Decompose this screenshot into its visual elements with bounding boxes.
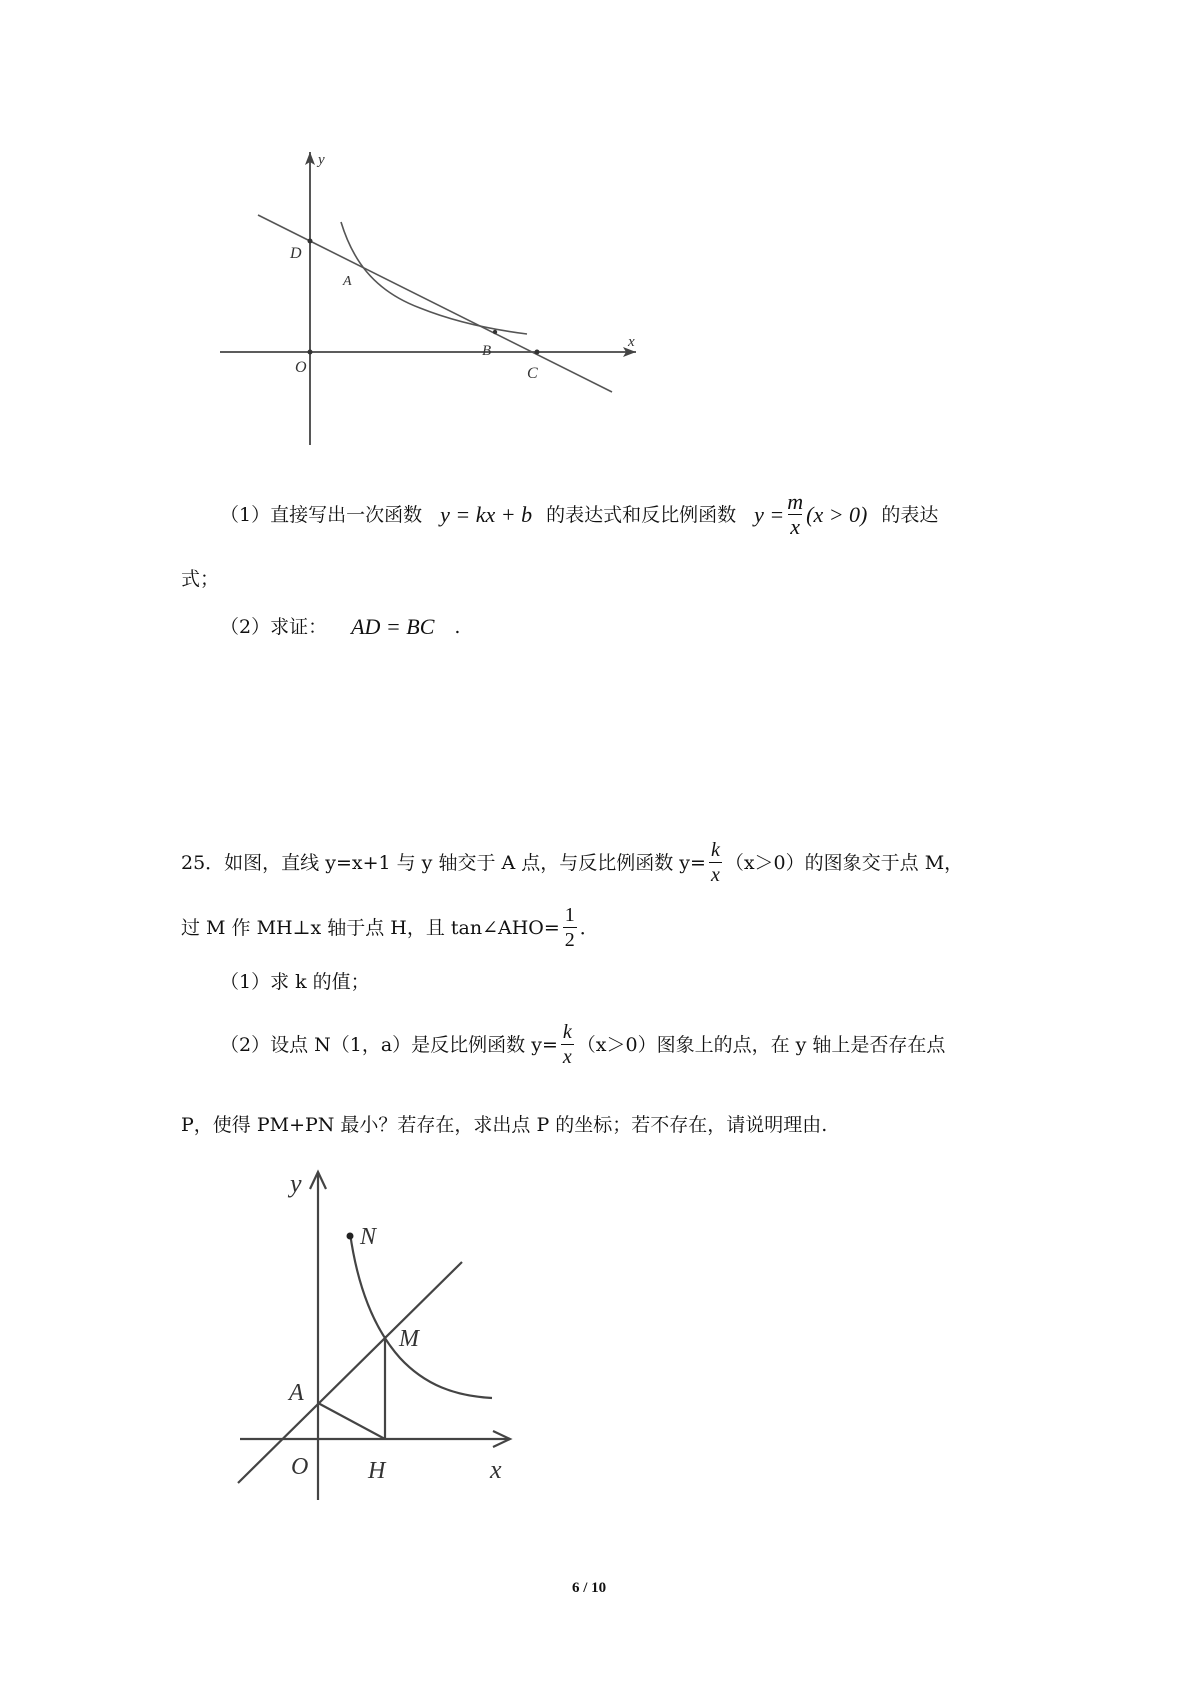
fig1-hyperbola bbox=[341, 222, 527, 334]
q25-line1-text: 25．如图，直线 y=x+1 与 y 轴交于 A 点，与反比例函数 y= bbox=[181, 851, 706, 874]
q24-inv-cond: (x > 0) bbox=[806, 501, 868, 527]
fig2-segment-AH bbox=[318, 1403, 385, 1439]
fig2-label-x: x bbox=[490, 1455, 502, 1484]
fig1-label-O: O bbox=[295, 359, 307, 376]
q25-part2-fraction bbox=[561, 1020, 574, 1069]
q24-part1-suffix: 的表达 bbox=[881, 503, 939, 526]
fig1-label-B: B bbox=[482, 343, 492, 359]
fig1-label-A: A bbox=[343, 274, 352, 289]
q25-line2-text: 过 M 作 MH⊥x 轴于点 H，且 tan∠AHO= bbox=[181, 916, 560, 939]
q25-one-half-fraction bbox=[563, 903, 577, 952]
q25-part1: （1）求 k 的值； bbox=[220, 971, 370, 993]
fig1-point-D bbox=[308, 239, 313, 244]
q25-part2-text: （2）设点 N（1，a）是反比例函数 y= bbox=[220, 1033, 558, 1056]
fig2-label-H: H bbox=[368, 1458, 386, 1484]
fig1-label-y: y bbox=[318, 152, 325, 168]
q24-part2-line bbox=[220, 613, 460, 641]
fig2-label-M: M bbox=[399, 1326, 419, 1352]
q25-part2-line1 bbox=[220, 1020, 945, 1069]
q25-line1-den: x bbox=[710, 864, 720, 886]
q24-part1-continuation: 式； bbox=[181, 568, 220, 590]
q24-part2-expression: AD = BC bbox=[351, 614, 435, 639]
fig2-label-N: N bbox=[360, 1224, 377, 1250]
q25-line2-num: 1 bbox=[564, 904, 575, 926]
figure-2-line-hyperbola bbox=[0, 1150, 1191, 1530]
q24-part2-end: . bbox=[454, 616, 461, 638]
page-number: 6 / 10 bbox=[572, 1580, 607, 1596]
fig1-label-x: x bbox=[628, 334, 635, 350]
q24-inv-den: x bbox=[790, 514, 801, 539]
q25-k-over-x-fraction bbox=[709, 838, 722, 887]
q25-line2-after: ． bbox=[579, 916, 599, 939]
fig1-point-B bbox=[493, 330, 497, 334]
q24-part2-prefix: （2）求证： bbox=[220, 616, 328, 638]
q24-part1-middle: 的表达式和反比例函数 bbox=[546, 503, 737, 526]
q25-part2-after: （x＞0）图象上的点，在 y 轴上是否存在点 bbox=[576, 1033, 946, 1056]
q25-line1-num: k bbox=[710, 839, 720, 861]
q25-line1-after: （x＞0）的图象交于点 M， bbox=[724, 851, 964, 874]
fig1-label-D: D bbox=[290, 245, 302, 262]
fig2-point-N bbox=[347, 1233, 354, 1240]
fig2-label-O: O bbox=[291, 1454, 309, 1480]
fig1-point-O bbox=[308, 350, 313, 355]
fig2-label-A: A bbox=[289, 1380, 304, 1406]
fig1-point-C bbox=[535, 350, 540, 355]
q25-part2-line2: P，使得 PM+PN 最小？若存在，求出点 P 的坐标；若不存在，请说明理由. bbox=[181, 1114, 828, 1136]
q24-inv-lhs: y = bbox=[754, 501, 785, 527]
q24-inverse-expression bbox=[754, 490, 867, 539]
q24-part1-prefix: （1）直接写出一次函数 bbox=[220, 503, 423, 526]
q25-line2-den: 2 bbox=[564, 929, 575, 951]
q24-part1-line bbox=[220, 490, 938, 539]
fig2-label-y: y bbox=[290, 1169, 302, 1198]
fig2-line bbox=[238, 1262, 462, 1483]
fig2-hyperbola bbox=[350, 1233, 492, 1398]
q25-line2 bbox=[181, 903, 599, 952]
q25-part2-num: k bbox=[562, 1021, 572, 1043]
q24-linear-expression: y = kx + b bbox=[440, 501, 533, 527]
q25-line1 bbox=[181, 838, 963, 887]
figure-1-line-hyperbola bbox=[0, 0, 1191, 470]
q25-part2-den: x bbox=[562, 1046, 572, 1068]
q24-inv-num: m bbox=[787, 489, 804, 514]
fig1-label-C: C bbox=[527, 365, 538, 382]
q24-inv-fraction bbox=[787, 490, 803, 539]
